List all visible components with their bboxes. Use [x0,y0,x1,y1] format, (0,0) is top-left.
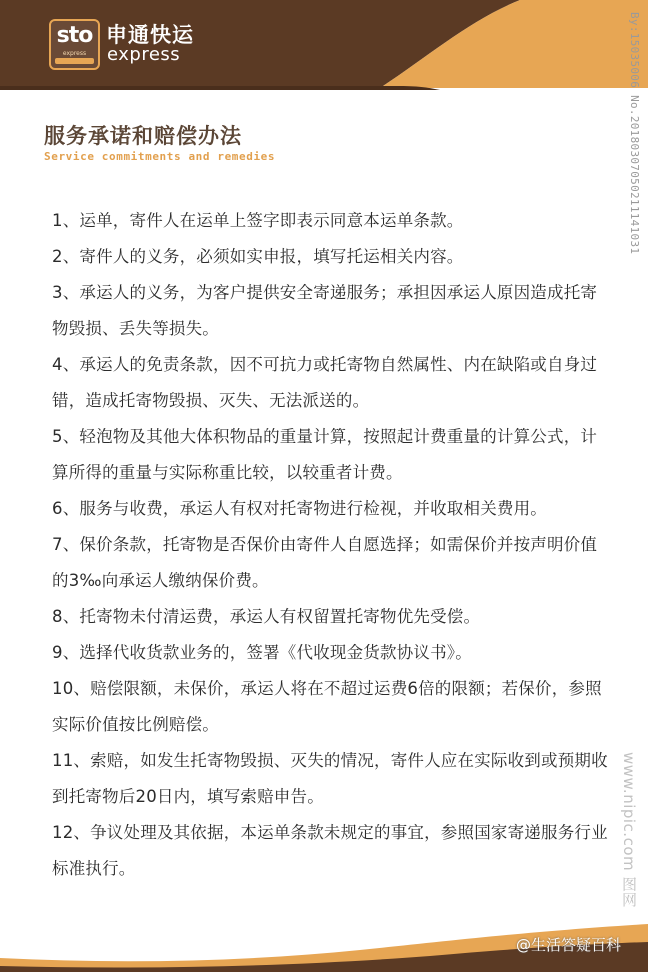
term-item: 11、索赔，如发生托寄物毁损、灭失的情况，寄件人应在实际收到或预期收到托寄物后20日内，填写索赔申告。 [52,751,608,806]
brand-name-en: express [107,44,181,65]
logo-bar [55,58,94,64]
logo-subtext: express [62,50,87,57]
term-item: 12、争议处理及其依据，本运单条款未规定的事宜，参照国家寄递服务行业标准执行。 [52,823,608,878]
brand-name-cn: 申通快运 [106,23,194,47]
footer-watermark: @生活答疑百科 [516,936,622,954]
term-item: 2、寄件人的义务，必须如实申报，填写托运相关内容。 [52,247,464,266]
term-item: 1、运单，寄件人在运单上签字即表示同意本运单条款。 [52,211,464,230]
side-watermark: By:15035006 No.20180307050211141031 [628,12,641,255]
page-subtitle: Service commitments and remedies [44,150,276,163]
side-watermark-bottom: www.nipic.com 图网 [620,752,638,908]
terms-list [52,203,608,887]
term-item: 10、赔偿限额，未保价，承运人将在不超过运费6倍的限额；若保价，参照实际价值按比例赔偿。 [52,679,602,734]
term-item: 4、承运人的免责条款，因不可抗力或托寄物自然属性、内在缺陷或自身过错，造成托寄物毁损、灭失、无法派送的。 [52,355,598,410]
term-item: 8、托寄物未付清运费，承运人有权留置托寄物优先受偿。 [52,607,481,626]
term-item: 5、轻泡物及其他大体积物品的重量计算，按照起计费重量的计算公式，计算所得的重量与实际称重比较，以较重者计费。 [52,427,598,482]
sto-logo [49,19,100,70]
term-item: 3、承运人的义务，为客户提供安全寄递服务；承担因承运人原因造成托寄物毁损、丢失等损失。 [52,283,598,338]
term-item: 9、选择代收货款业务的，签署《代收现金货款协议书》。 [52,643,472,662]
term-item: 6、服务与收费，承运人有权对托寄物进行检视，并收取相关费用。 [52,499,547,518]
term-item: 7、保价条款，托寄物是否保价由寄件人自愿选择；如需保价并按声明价值的3‰向承运人缴纳保价费。 [52,535,598,590]
logo-text: sto [56,23,93,48]
page-title: 服务承诺和赔偿办法 [44,124,242,148]
header-banner [0,0,648,98]
